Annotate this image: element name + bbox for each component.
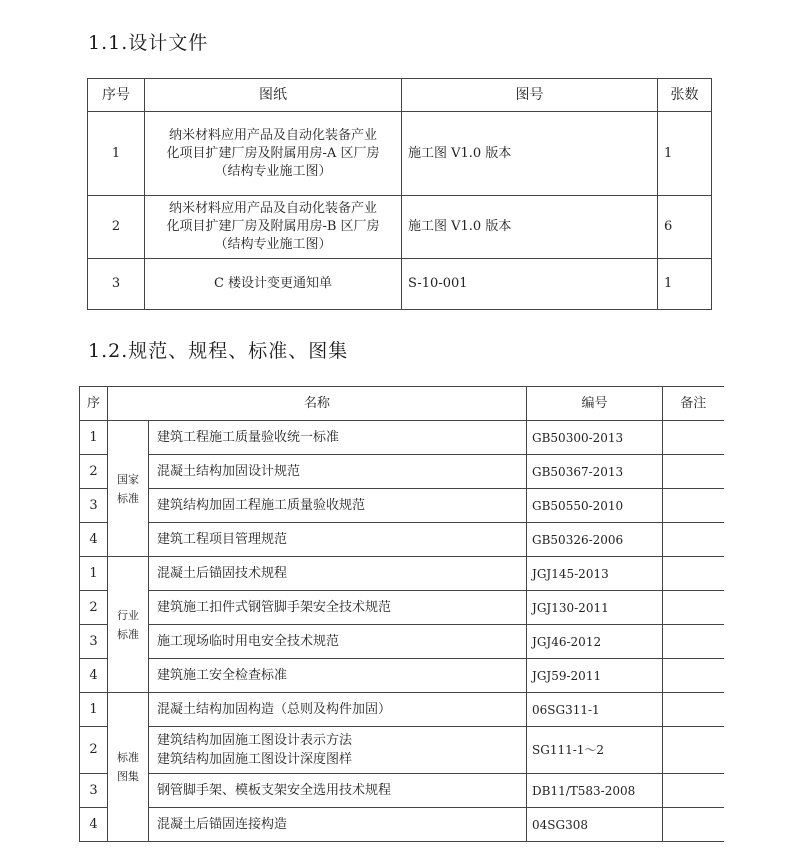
category-label <box>108 693 149 842</box>
sheet-count: 6 <box>658 196 712 259</box>
remark-cell <box>663 693 724 727</box>
remark-cell <box>663 625 724 659</box>
drawing-name-line: 纳米材料应用产品及自动化装备产业 <box>168 201 377 216</box>
drawing-name-line: 纳米材料应用产品及自动化装备产业 <box>168 127 377 143</box>
drawing-code: S-10-001 <box>402 259 658 310</box>
remark-cell <box>663 421 724 455</box>
table-row <box>80 455 724 489</box>
row-number: 1 <box>80 557 108 591</box>
standard-code: GB50326-2006 <box>527 523 663 557</box>
standard-code: GB50550-2010 <box>527 489 663 523</box>
category-line: 标准 <box>117 491 139 505</box>
column-header: 名称 <box>108 387 527 421</box>
drawing-name-line: （结构专业施工图） <box>214 237 332 252</box>
standard-name: 建筑工程施工质量验收统一标准 <box>149 421 527 455</box>
standard-code: JGJ46-2012 <box>527 625 663 659</box>
row-number: 4 <box>80 523 108 557</box>
section-heading-standards: 1.2.规范、规程、标准、图集 <box>88 340 349 362</box>
standards-table <box>79 386 724 842</box>
table-row <box>80 727 724 774</box>
column-header: 备注 <box>663 387 724 421</box>
table-header-row <box>80 387 724 421</box>
category-line: 标准 <box>117 627 139 641</box>
standard-name: 建筑结构加固工程施工质量验收规范 <box>149 489 527 523</box>
drawing-name-line: C 楼设计变更通知单 <box>213 276 333 291</box>
remark-cell <box>663 808 724 842</box>
table-row <box>80 523 724 557</box>
standard-code: JGJ130-2011 <box>527 591 663 625</box>
drawing-code: 施工图 V1.0 版本 <box>402 196 658 259</box>
sheet-count: 1 <box>658 112 712 196</box>
sheet-count: 1 <box>658 259 712 310</box>
remark-cell <box>663 557 724 591</box>
standard-code: GB50367-2013 <box>527 455 663 489</box>
standard-name: 混凝土后锚固连接构造 <box>149 808 527 842</box>
standard-name-line: 建筑结构加固施工图设计表示方法 <box>157 733 353 748</box>
standard-name: 建筑施工扣件式钢管脚手架安全技术规范 <box>149 591 527 625</box>
row-number: 3 <box>88 259 145 310</box>
row-number: 1 <box>88 112 145 196</box>
standard-code: 04SG308 <box>527 808 663 842</box>
drawing-name <box>145 112 402 196</box>
row-number: 4 <box>80 659 108 693</box>
category-line: 行业 <box>117 608 139 622</box>
remark-cell <box>663 659 724 693</box>
table-row <box>80 625 724 659</box>
drawing-code: 施工图 V1.0 版本 <box>402 112 658 196</box>
row-number: 2 <box>80 455 108 489</box>
section-heading-design-docs: 1.1.设计文件 <box>88 32 209 54</box>
standard-code: GB50300-2013 <box>527 421 663 455</box>
row-number: 3 <box>80 489 108 523</box>
row-number: 3 <box>80 774 108 808</box>
table-row <box>88 259 712 310</box>
table-row <box>80 774 724 808</box>
standard-code: DB11/T583-2008 <box>527 774 663 808</box>
category-line: 图集 <box>117 770 139 783</box>
column-header: 编号 <box>527 387 663 421</box>
remark-cell <box>663 489 724 523</box>
table-row <box>80 557 724 591</box>
column-header: 张数 <box>658 79 712 112</box>
table-row <box>88 196 712 259</box>
table-header-row <box>88 79 712 112</box>
remark-cell <box>663 523 724 557</box>
table-row <box>80 489 724 523</box>
row-number: 3 <box>80 625 108 659</box>
table-row <box>80 659 724 693</box>
remark-cell <box>663 455 724 489</box>
drawing-name <box>145 196 402 259</box>
standard-name: 混凝土结构加固设计规范 <box>149 455 527 489</box>
category-label <box>108 421 149 557</box>
drawing-name-line: 化项目扩建厂房及附属用房-A 区厂房 <box>166 145 380 161</box>
row-number: 2 <box>88 196 145 259</box>
drawing-name-line: 化项目扩建厂房及附属用房-B 区厂房 <box>166 219 380 234</box>
standard-name: 钢管脚手架、模板支架安全选用技术规程 <box>149 774 527 808</box>
column-header: 序 <box>80 387 108 421</box>
drawing-name <box>145 259 402 310</box>
table-row <box>80 693 724 727</box>
column-header: 图纸 <box>145 79 402 112</box>
standard-name: 混凝土结构加固构造（总则及构件加固） <box>149 693 527 727</box>
standard-code: 06SG311-1 <box>527 693 663 727</box>
remark-cell <box>663 591 724 625</box>
standard-code: JGJ145-2013 <box>527 557 663 591</box>
design-documents-table <box>87 78 712 310</box>
standard-name-line: 建筑结构加固施工图设计深度图样 <box>157 752 353 767</box>
standard-code: JGJ59-2011 <box>527 659 663 693</box>
standard-name: 建筑施工安全检查标准 <box>149 659 527 693</box>
row-number: 4 <box>80 808 108 842</box>
table-row <box>80 421 724 455</box>
remark-cell <box>663 774 724 808</box>
category-line: 标准 <box>117 751 139 764</box>
column-header: 图号 <box>402 79 658 112</box>
table-row <box>88 112 712 196</box>
category-label <box>108 557 149 693</box>
row-number: 2 <box>80 591 108 625</box>
table-row <box>80 591 724 625</box>
table-row <box>80 808 724 842</box>
standard-name: 建筑工程项目管理规范 <box>149 523 527 557</box>
column-header: 序号 <box>88 79 145 112</box>
row-number: 2 <box>80 727 108 774</box>
standard-code: SG111-1～2 <box>527 727 663 774</box>
row-number: 1 <box>80 693 108 727</box>
standard-name: 混凝土后锚固技术规程 <box>149 557 527 591</box>
remark-cell <box>663 727 724 774</box>
drawing-name-line: （结构专业施工图） <box>214 163 332 179</box>
standard-name <box>149 727 527 774</box>
standard-name: 施工现场临时用电安全技术规范 <box>149 625 527 659</box>
row-number: 1 <box>80 421 108 455</box>
category-line: 国家 <box>117 472 139 486</box>
